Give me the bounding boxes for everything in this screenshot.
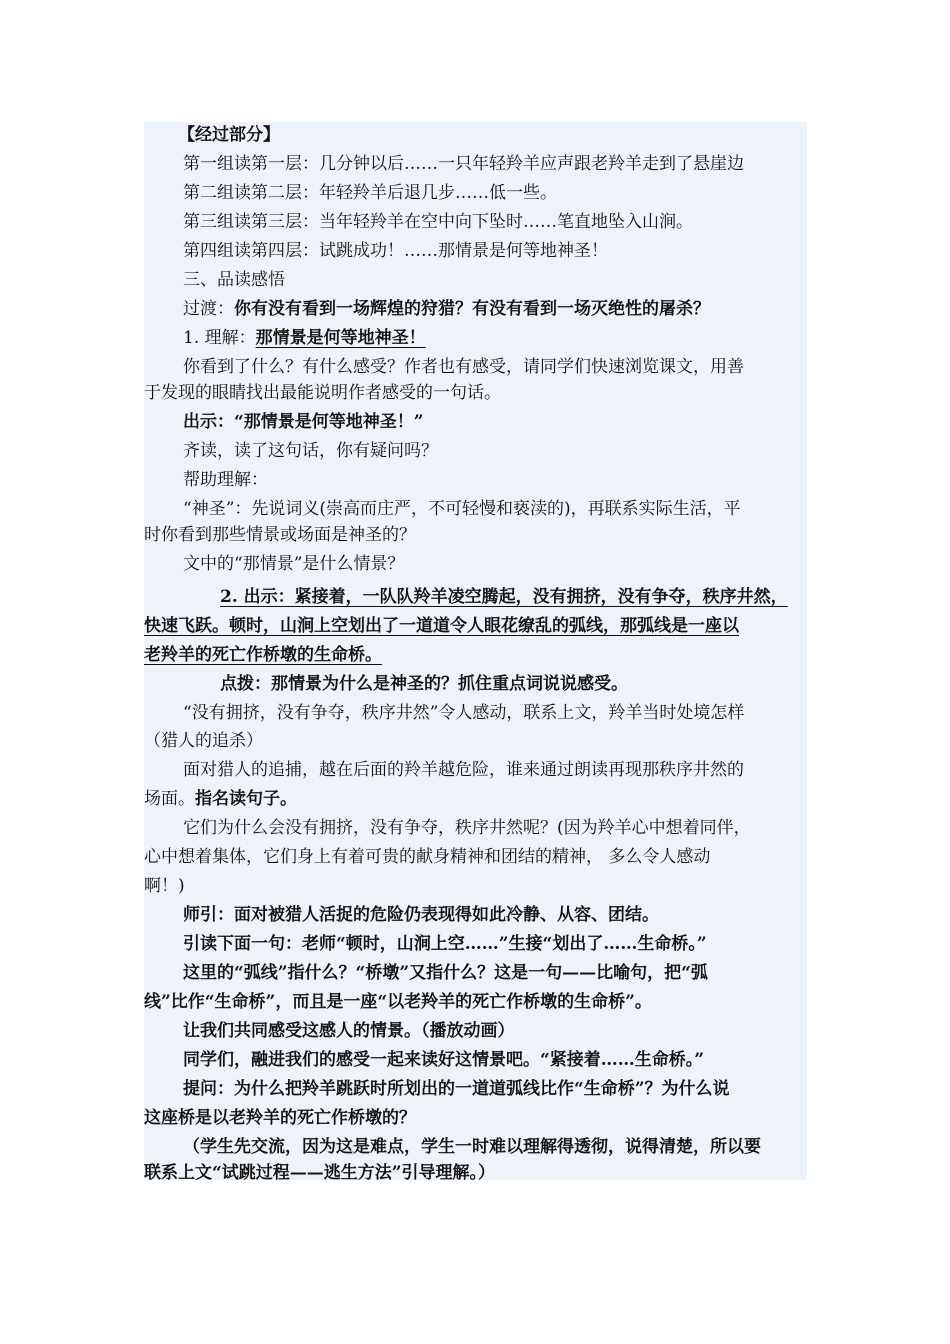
paragraph-line: 时你看到那些情景或场面是神圣的？ [144, 525, 416, 545]
display-passage: 2. 出示：紧接着，一队队羚羊凌空腾起，没有拥挤，没有争夺，秩序井然， [220, 587, 788, 607]
paragraph-line: 面对猎人的追捕，越在后面的羚羊越危险，谁来通过朗读再现那秩序井然的 [183, 760, 744, 780]
teacher-prompt: 提问：为什么把羚羊跳跃时所划出的一道道弧线比作“生命桥”？为什么说 [183, 1079, 730, 1099]
paragraph-line: 啊！) [144, 876, 185, 896]
display-passage: 老羚羊的死亡作桥墩的生命桥。 [144, 645, 382, 665]
teacher-prompt: 师引：面对被猎人活捉的危险仍表现得如此冷静、从容、团结。 [183, 905, 659, 925]
paragraph-line: （猎人的追杀） [144, 731, 263, 751]
paragraph-line: 帮助理解： [183, 470, 268, 490]
paragraph-line: 于发现的眼睛找出最能说明作者感受的一句话。 [144, 383, 501, 403]
teacher-prompt: 引读下面一句：老师“顿时，山涧上空……”生接“划出了……生命桥。” [183, 934, 707, 954]
understand-label: 1. 理解： [183, 328, 256, 348]
section-heading: 【经过部分】 [178, 125, 280, 145]
teacher-prompt: 同学们，融进我们的感受一起来读好这情景吧。“紧接着……生命桥。” [183, 1050, 705, 1070]
paragraph-line: 文中的“那情景”是什么情景？ [183, 554, 405, 574]
understand-line [183, 325, 853, 351]
understand-quote: 那情景是何等地神圣！ [255, 328, 426, 348]
transition-question: 你有没有看到一场辉煌的狩猎？有没有看到一场灭绝性的屠杀？ [234, 299, 710, 319]
display-passage: 快速飞跃。顿时，山涧上空划出了一道道令人眼花缭乱的弧线，那弧线是一座以 [144, 616, 739, 636]
paragraph-line: “没有拥挤，没有争夺，秩序井然”令人感动，联系上文，羚羊当时处境怎样 [183, 703, 745, 723]
paragraph-line: 第四组读第四层：试跳成功！……那情景是何等地神圣！ [183, 241, 608, 261]
paragraph-line: 第一组读第一层：几分钟以后……一只年轻羚羊应声跟老羚羊走到了悬崖边 [183, 154, 744, 174]
transition-line [183, 296, 853, 322]
teacher-prompt: 线”比作“生命桥”，而且是一座“以老羚羊的死亡作桥墩的生命桥”。 [144, 992, 652, 1012]
paragraph-line: 它们为什么会没有拥挤，没有争夺，秩序井然呢？(因为羚羊心中想着同伴， [183, 818, 751, 838]
teacher-prompt: 这座桥是以老羚羊的死亡作桥墩的？ [144, 1108, 416, 1128]
teacher-prompt: 这里的“弧线”指什么？“桥墩”又指什么？这是一句——比喻句，把“弧 [183, 963, 708, 983]
teacher-note: 联系上文“试跳过程——逃生方法”引导理解。） [144, 1163, 496, 1183]
paragraph-line: 第二组读第二层：年轻羚羊后退几步……低一些。 [183, 183, 557, 203]
paragraph-line: 第三组读第三层：当年轻羚羊在空中向下坠时……笔直地坠入山涧。 [183, 212, 693, 232]
teacher-note: （学生先交流，因为这是难点，学生一时难以理解得透彻，说得清楚，所以要 [183, 1137, 761, 1157]
teacher-prompt: 让我们共同感受这感人的情景。（播放动画） [183, 1021, 515, 1041]
display-quote: 出示：“那情景是何等地神圣！” [183, 412, 424, 432]
paragraph-line: 场面。指名读句子。 [144, 789, 297, 809]
paragraph-line: 你看到了什么？有什么感受？作者也有感受，请同学们快速浏览课文，用善 [183, 357, 744, 377]
paragraph-line: 心中想着集体，它们身上有着可贵的献身精神和团结的精神， 多么令人感动 [144, 847, 711, 867]
paragraph-line: 齐读，读了这句话，你有疑问吗？ [183, 441, 438, 461]
transition-label: 过渡： [183, 299, 234, 319]
instruction-text: 指名读句子。 [195, 789, 297, 809]
guidance-line: 点拨：那情景为什么是神圣的？抓住重点词说说感受。 [220, 674, 628, 694]
paragraph-line: “神圣”：先说词义(崇高而庄严，不可轻慢和亵渎的)，再联系实际生活，平 [183, 499, 741, 519]
section-title: 三、品读感悟 [183, 270, 285, 290]
